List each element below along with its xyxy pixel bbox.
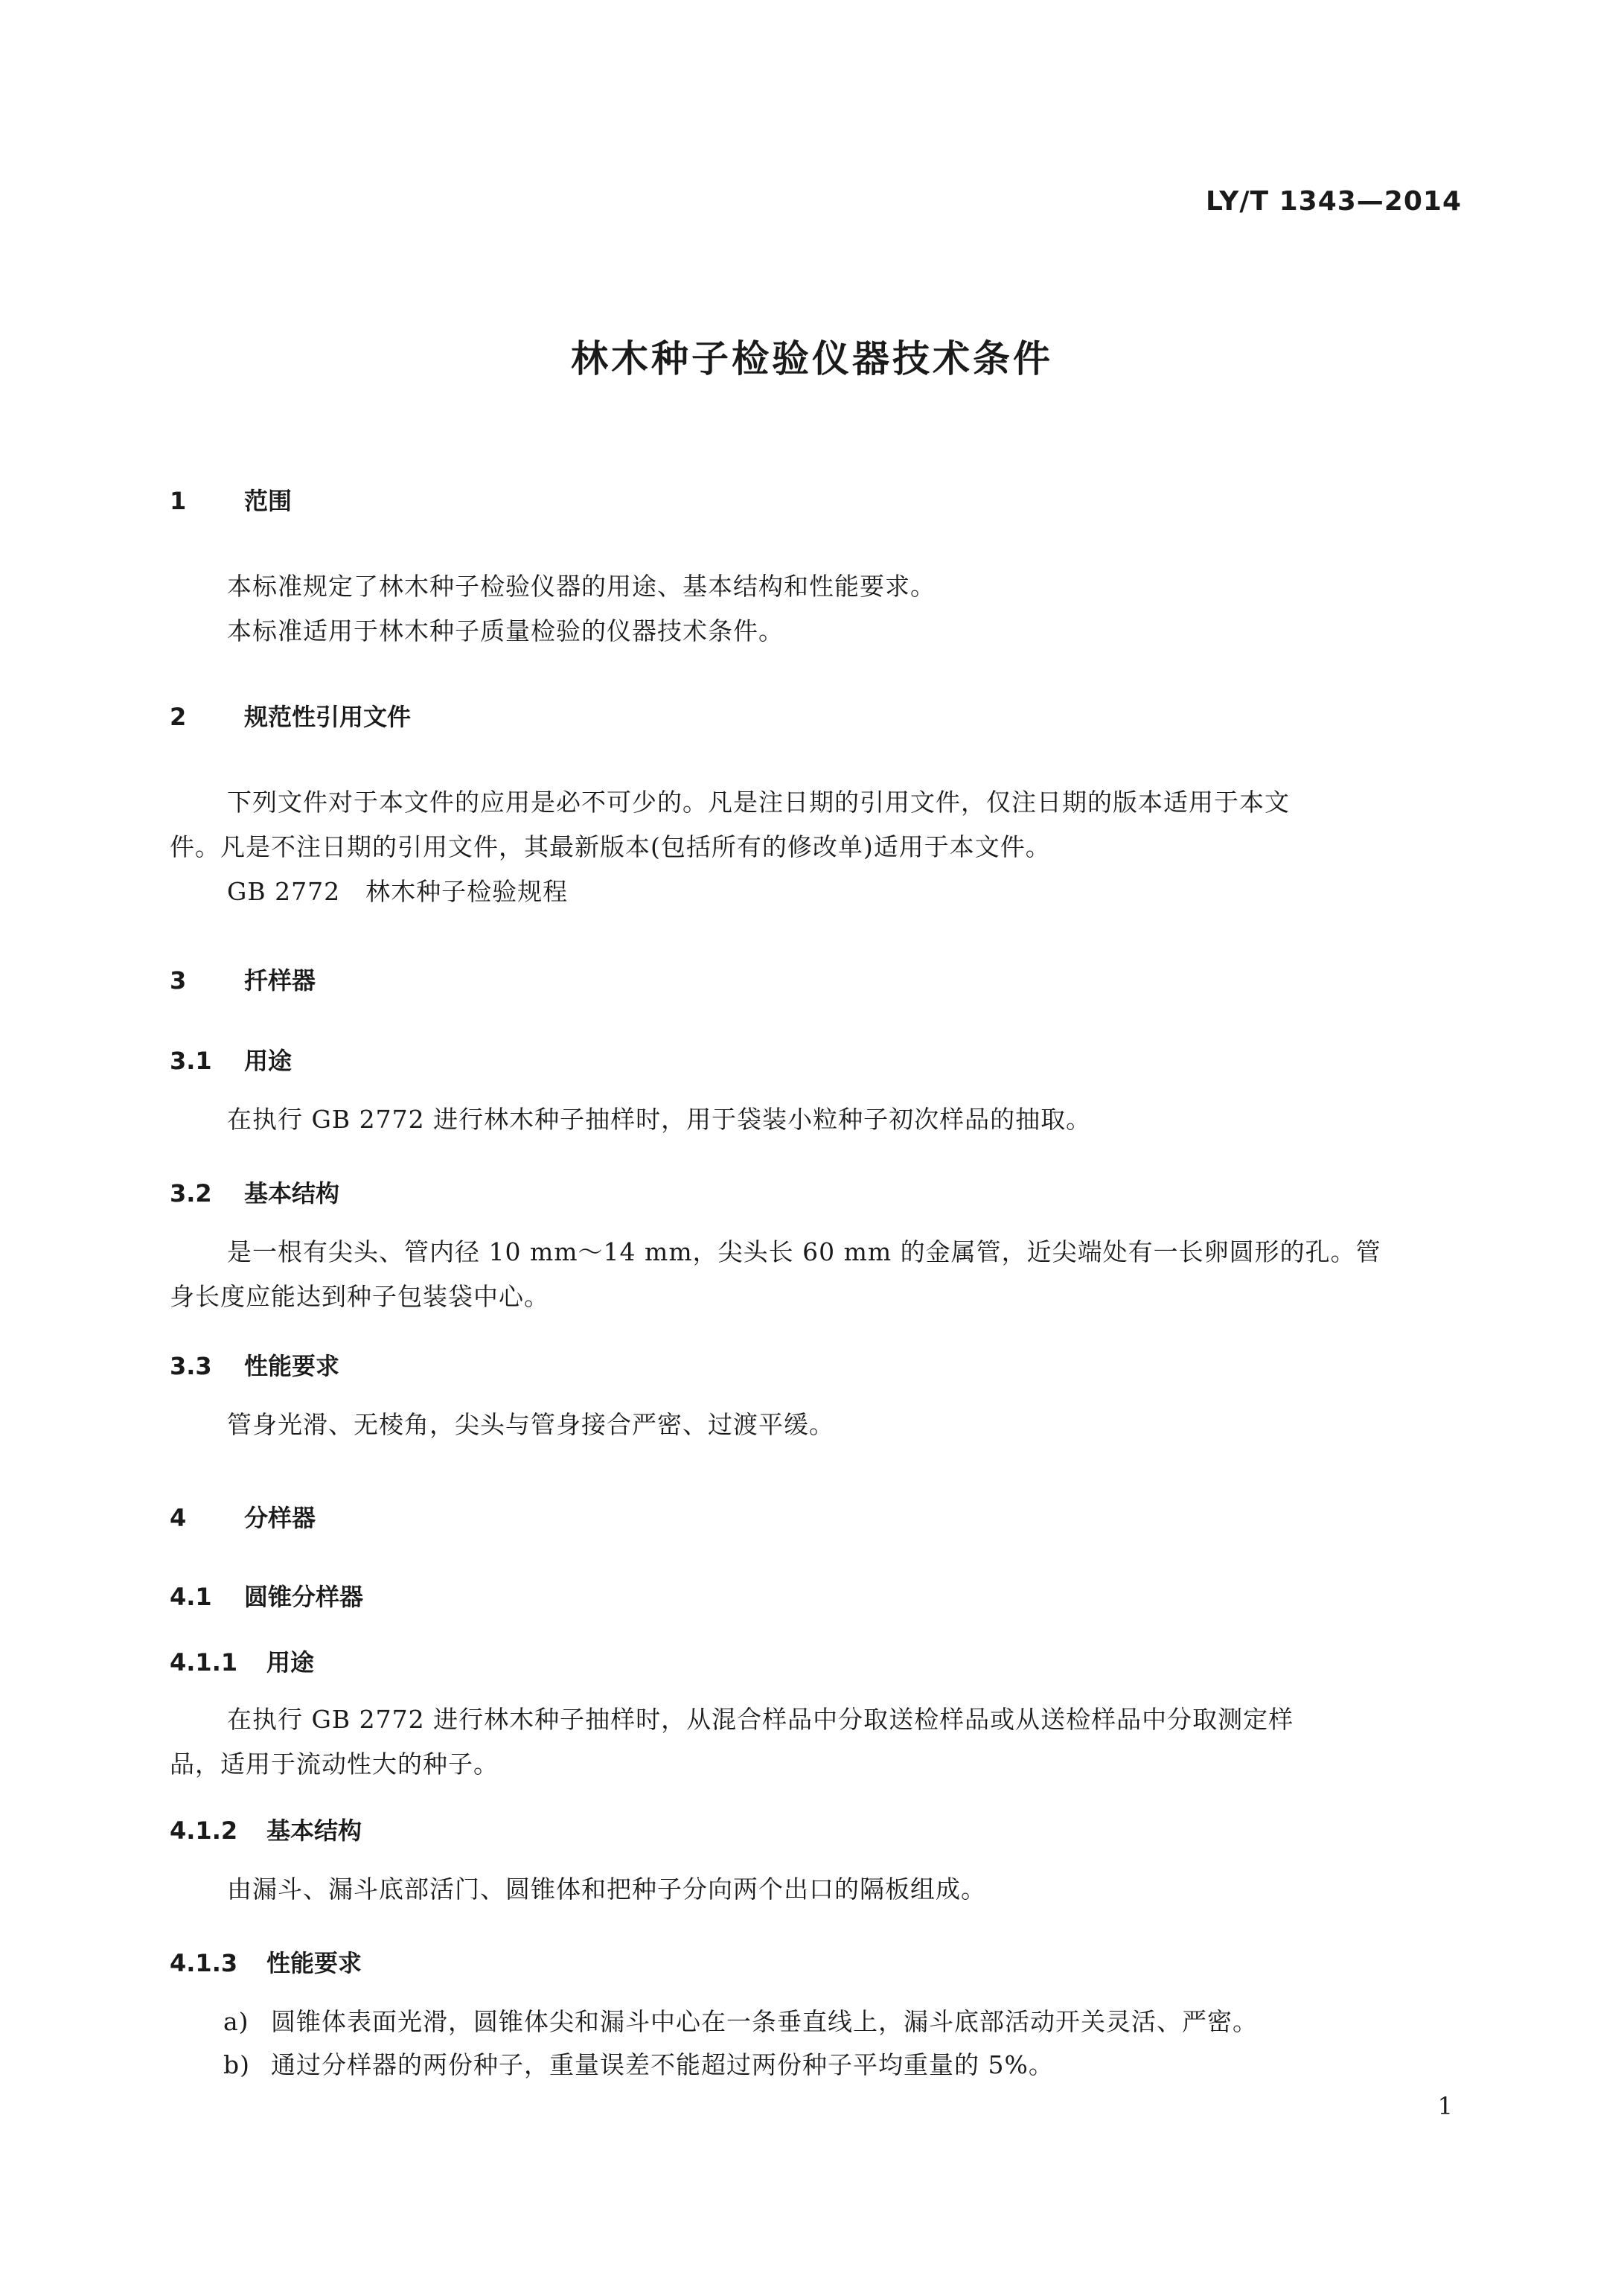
section-title: 基本结构 (266, 1816, 362, 1845)
section-title: 范围 (244, 487, 292, 515)
section-title: 扦样器 (244, 966, 316, 995)
paragraph-line: 品，适用于流动性大的种子。 (170, 1749, 499, 1779)
section-number: 2 (170, 703, 187, 731)
paragraph-line: 管身光滑、无棱角，尖头与管身接合严密、过渡平缓。 (227, 1410, 834, 1439)
list-item-text: 通过分样器的两份种子，重量误差不能超过两份种子平均重量的 5%。 (271, 2050, 1054, 2079)
section-4-1-1-body (170, 1697, 1459, 1787)
paragraph-line: 下列文件对于本文件的应用是必不可少的。凡是注日期的引用文件，仅注日期的版本适用于本文 (227, 788, 1290, 817)
section-title: 分样器 (244, 1504, 316, 1532)
section-number: 3.2 (170, 1179, 212, 1208)
section-number: 1 (170, 487, 187, 515)
list-item-text: 圆锥体表面光滑，圆锥体尖和漏斗中心在一条垂直线上，漏斗底部活动开关灵活、严密。 (271, 2007, 1258, 2036)
section-number: 4.1.3 (170, 1949, 238, 1977)
paragraph-line: 在执行 GB 2772 进行林木种子抽样时，用于袋装小粒种子初次样品的抽取。 (227, 1105, 1092, 1134)
section-3-3-body (170, 1403, 1459, 1447)
section-number: 3 (170, 966, 187, 995)
section-3-2-heading (170, 1175, 339, 1209)
section-4-1-2-heading (170, 1812, 362, 1846)
section-number: 4.1.1 (170, 1648, 238, 1677)
section-number: 4 (170, 1504, 187, 1532)
paragraph-line: 在执行 GB 2772 进行林木种子抽样时，从混合样品中分取送检样品或从送检样品中分取测定样 (227, 1705, 1294, 1734)
section-3-2-body (170, 1230, 1459, 1319)
section-number: 4.1.2 (170, 1816, 238, 1845)
section-3-1-heading (170, 1042, 292, 1076)
paragraph-line: 本标准适用于林木种子质量检验的仪器技术条件。 (227, 616, 784, 645)
page-number: 1 (1437, 2092, 1453, 2120)
section-title: 性能要求 (266, 1949, 362, 1977)
paragraph-line: 是一根有尖头、管内径 10 mm～14 mm，尖头长 60 mm 的金属管，近尖端处有一长卵圆形的孔。管 (227, 1237, 1381, 1266)
section-2-heading (170, 698, 411, 733)
list-marker: a) (223, 2007, 249, 2036)
list-item (223, 2003, 1258, 2038)
section-1-body (170, 564, 1459, 654)
section-title: 用途 (266, 1648, 315, 1677)
section-title: 性能要求 (244, 1352, 340, 1380)
section-number: 4.1 (170, 1583, 212, 1611)
section-4-1-heading (170, 1578, 363, 1613)
section-3-3-heading (170, 1347, 339, 1382)
section-4-heading (170, 1499, 316, 1534)
document-title: 林木种子检验仪器技术条件 (571, 337, 1053, 380)
section-4-1-1-heading (170, 1644, 314, 1678)
section-2-body (170, 780, 1459, 914)
standard-code: LY/T 1343—2014 (1205, 186, 1462, 217)
list-marker: b) (223, 2050, 250, 2079)
list-item (223, 2046, 1054, 2081)
section-title: 用途 (244, 1047, 292, 1075)
section-number: 3.3 (170, 1352, 212, 1380)
section-1-heading (170, 482, 292, 517)
section-3-heading (170, 962, 316, 996)
section-3-1-body (170, 1097, 1459, 1142)
paragraph-line: 身长度应能达到种子包装袋中心。 (170, 1282, 549, 1311)
section-title: 基本结构 (244, 1179, 340, 1208)
paragraph-line: 由漏斗、漏斗底部活门、圆锥体和把种子分向两个出口的隔板组成。 (227, 1875, 986, 1904)
paragraph-line: 本标准规定了林木种子检验仪器的用途、基本结构和性能要求。 (227, 572, 936, 601)
section-4-1-3-heading (170, 1945, 362, 1979)
section-title: 圆锥分样器 (244, 1583, 364, 1611)
normative-reference: GB 2772 林木种子检验规程 (227, 877, 569, 906)
section-number: 3.1 (170, 1047, 212, 1075)
section-title: 规范性引用文件 (244, 703, 412, 731)
paragraph-line: 件。凡是不注日期的引用文件，其最新版本(包括所有的修改单)适用于本文件。 (170, 832, 1051, 861)
section-4-1-2-body (170, 1867, 1459, 1912)
